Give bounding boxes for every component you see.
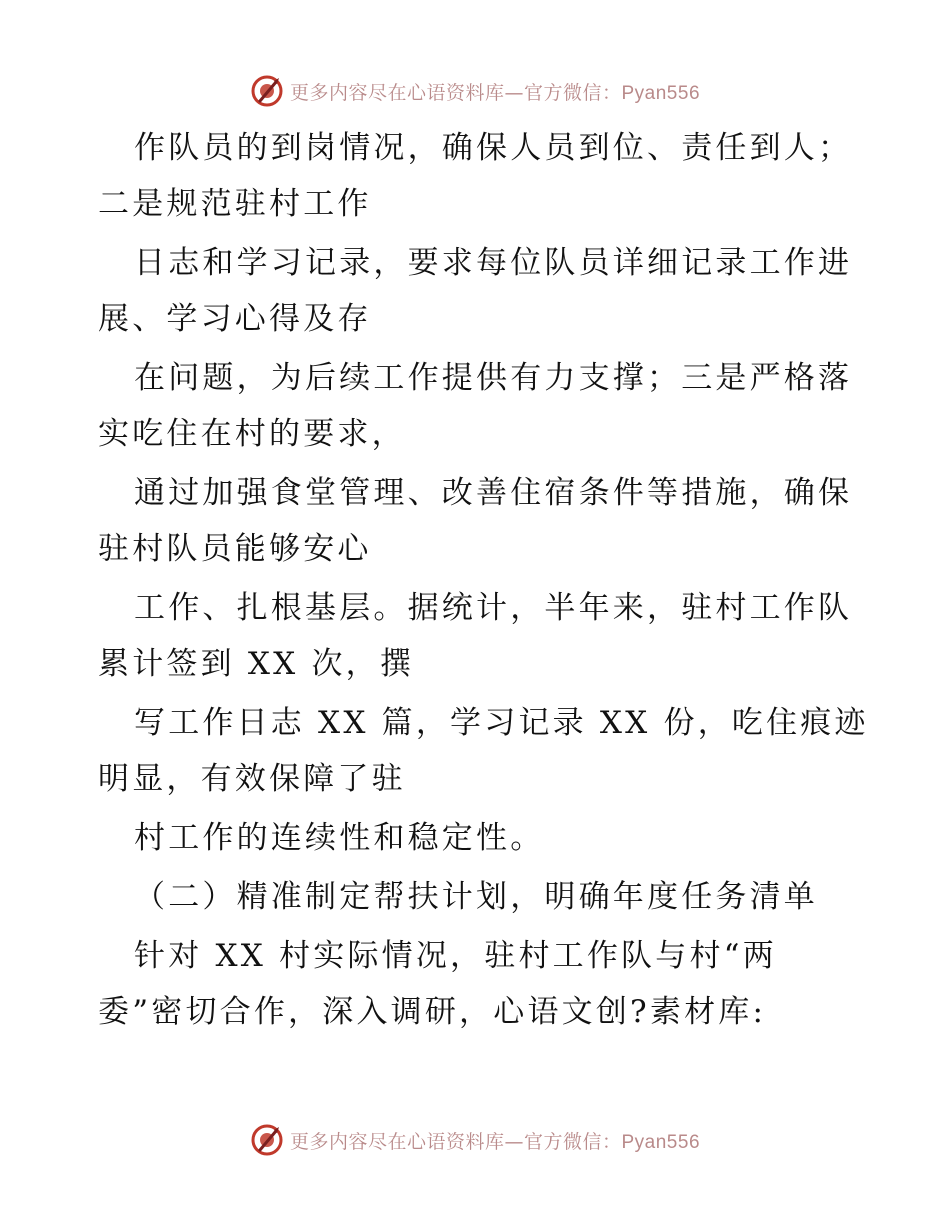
- text-line: 二是规范驻村工作: [98, 186, 372, 222]
- text-line: 实吃住在村的要求，: [98, 416, 406, 452]
- watermark-text: 更多内容尽在心语资料库—官方微信：Pyan556: [289, 81, 701, 104]
- watermark-text: 更多内容尽在心语资料库—官方微信：Pyan556: [289, 1130, 701, 1153]
- brand-logo-icon: [250, 1123, 284, 1157]
- watermark-group: [250, 1123, 700, 1157]
- text-line: 明显，有效保障了驻: [98, 761, 406, 797]
- section-heading: （二）精准制定帮扶计划，明确年度任务清单: [134, 879, 818, 915]
- text-line: 委”密切合作，深入调研，心语文创?素材库:: [98, 994, 767, 1030]
- text-line: 驻村队员能够安心: [98, 531, 372, 567]
- text-line: 针对 XX 村实际情况，驻村工作队与村“两: [134, 938, 777, 974]
- text-line: 工作、扎根基层。据统计，半年来，驻村工作队: [134, 590, 853, 626]
- brand-logo-icon: [250, 74, 284, 108]
- footer-watermark: [0, 1120, 950, 1160]
- text-line: 展、学习心得及存: [98, 301, 372, 337]
- text-line: 通过加强食堂管理、改善住宿条件等措施，确保: [134, 475, 853, 511]
- text-line: 在问题，为后续工作提供有力支撑；三是严格落: [134, 360, 853, 396]
- text-line: 累计签到 XX 次，撰: [98, 646, 415, 682]
- text-line: 写工作日志 XX 篇，学习记录 XX 份，吃住痕迹: [134, 705, 869, 741]
- watermark-group: [250, 74, 700, 108]
- text-line: 日志和学习记录，要求每位队员详细记录工作进: [134, 245, 853, 281]
- header-watermark: [0, 71, 950, 111]
- text-line: 作队员的到岗情况，确保人员到位、责任到人；: [134, 130, 853, 166]
- text-line: 村工作的连续性和稳定性。: [134, 820, 545, 856]
